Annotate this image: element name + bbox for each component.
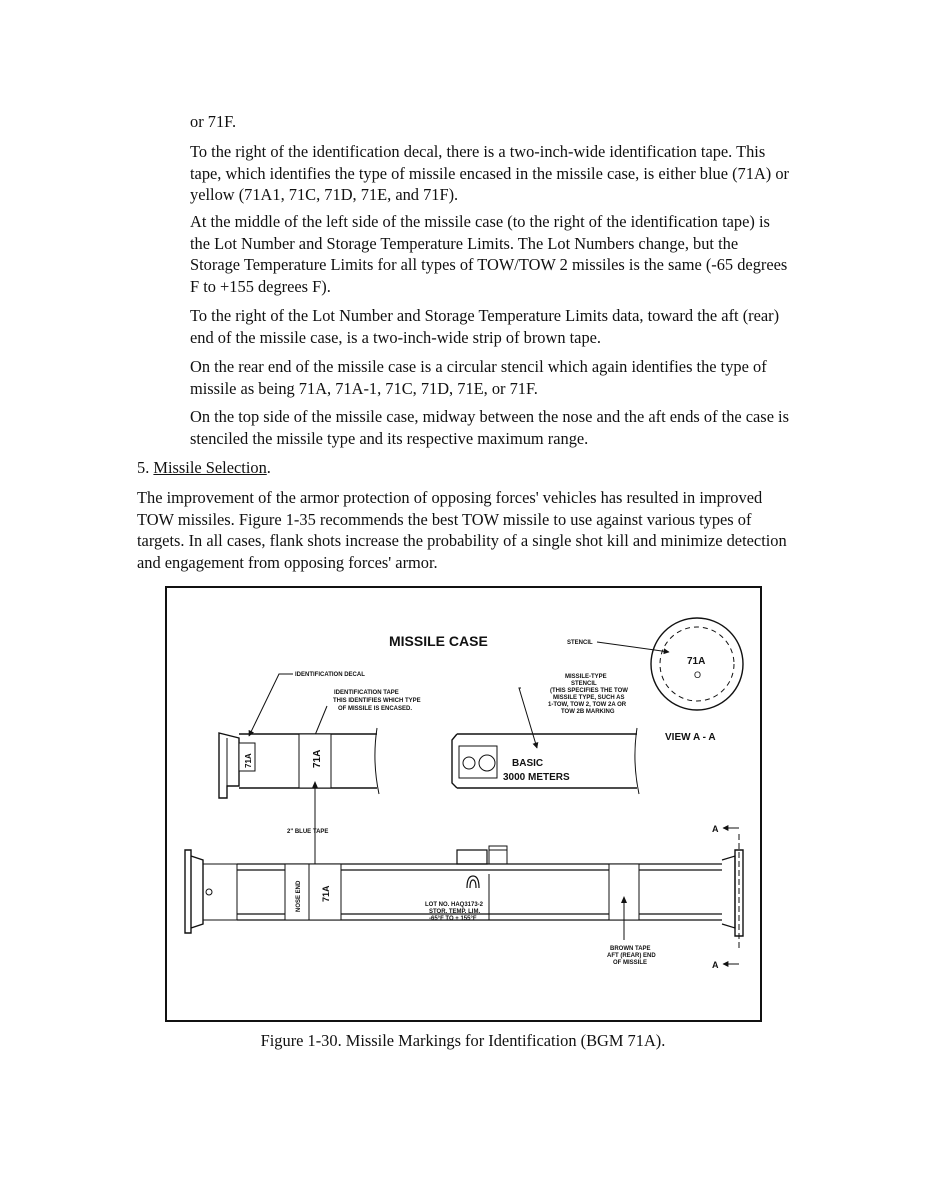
view-label: VIEW A - A <box>665 732 716 743</box>
type-stencil-2: STENCIL <box>571 681 597 687</box>
id-tape-label-3: OF MISSILE IS ENCASED. <box>338 706 413 712</box>
paragraph-missile-selection: The improvement of the armor protection of opposing forces' vehicles has resulted in improved TOW missiles. Figure 1-35 recommends the best TOW missile to use against various types of targets. In all cases, flank shots increase the probability of a single shot kill and minimize detection and engagement from opposing forces' armor. <box>137 488 787 572</box>
nose-end-label: NOSE END <box>296 880 302 912</box>
stencil-leader <box>597 642 669 652</box>
figure-caption: Figure 1-30. Missile Markings for Identification (BGM 71A). <box>260 1031 666 1050</box>
id-tape-label-1: IDENTIFICATION TAPE <box>334 690 399 696</box>
paragraph-top-stencil: On the top side of the missile case, midway between the nose and the aft ends of the case is stenciled the missile type and its respective maximum range. <box>190 407 789 448</box>
type-stencil-6: TOW 2B MARKING <box>561 709 615 715</box>
circle-stencil-text: 71A <box>687 656 706 667</box>
handle-fitting <box>459 746 497 778</box>
lot-line-3: -65°F TO + 155°F <box>429 916 477 922</box>
nose-flange <box>185 850 191 933</box>
case-tape-text: 71A <box>321 885 331 902</box>
figure-missile-case <box>165 586 762 1022</box>
circle-stencil-mark: O <box>694 670 702 680</box>
lot-line-2: STOR. TEMP. LIM. <box>429 909 481 915</box>
paragraph-identification-tape: To the right of the identification decal, there is a two-inch-wide identification tape. This tape, which identifies the type of missile encased in the missile case, is either blue (71A) or yellow (71A1, 71C, 71D, 71E, and 71F). <box>190 142 789 204</box>
missile-diagram <box>167 588 760 1020</box>
section-a-top: A <box>712 824 719 834</box>
id-decal-label: IDENTIFICATION DECAL <box>295 672 365 678</box>
blue-tape-label: 2" BLUE TAPE <box>287 829 329 835</box>
type-stencil-5: 1-TOW, TOW 2, TOW 2A OR <box>548 702 627 708</box>
stencil-label: STENCIL <box>567 640 593 646</box>
lot-line-1: LOT NO. HAQ3173-2 <box>425 902 484 908</box>
type-stencil-3: (THIS SPECIFIES THE TOW <box>550 688 628 694</box>
decal-text: 71A <box>244 753 253 768</box>
top-handle-block <box>457 850 487 864</box>
tape-text: 71A <box>312 749 323 768</box>
brown-tape-label-2: AFT (REAR) END <box>607 953 656 959</box>
section-heading <box>137 457 787 479</box>
id-tape-label-2: THIS IDENTIFIES WHICH TYPE <box>333 698 421 704</box>
front-break-line <box>375 728 379 794</box>
nose-cap <box>191 856 203 928</box>
nose-screw <box>206 889 212 895</box>
section-number: 5. <box>137 458 150 477</box>
paragraph-brown-tape: To the right of the Lot Number and Storage Temperature Limits data, toward the aft (rear) end of the missile case, is a two-inch-wide strip of brown tape. <box>190 306 780 347</box>
middle-break-line <box>635 728 639 794</box>
section-title: Missile Selection <box>153 458 267 477</box>
aft-collar <box>722 856 735 928</box>
brown-tape-label-3: OF MISSILE <box>613 960 648 966</box>
type-stencil-1: MISSILE-TYPE <box>565 674 607 680</box>
section-a-bottom: A <box>712 960 719 970</box>
lot-clip-icon <box>467 876 479 888</box>
basic-text: BASIC <box>512 758 544 769</box>
type-stencil-4: MISSILE TYPE, SUCH AS <box>553 695 625 701</box>
range-text: 3000 METERS <box>503 772 570 783</box>
id-decal-leader <box>249 674 293 736</box>
figure-title: MISSILE CASE <box>389 633 488 649</box>
section-period: . <box>266 458 271 477</box>
paragraph-circular-stencil: On the rear end of the missile case is a circular stencil which again identifies the type of missile as being 71A, 71A-1, 71C, 71D, 71E, or 71F. <box>190 357 767 398</box>
top-handle-clip <box>489 846 507 864</box>
brown-tape-label-1: BROWN TAPE <box>610 946 651 952</box>
type-stencil-leader <box>519 688 537 748</box>
paragraph-lot-number: At the middle of the left side of the missile case (to the right of the identification tape) is the Lot Number and Storage Temperature Limits. The Lot Numbers change, but the Storage Temperature Limits for all types of TOW/TOW 2 missiles is the same (-65 degrees F to +155 degrees F). <box>190 212 788 296</box>
paragraph-fragment: or 71F. <box>190 112 237 131</box>
nose-collar <box>203 864 237 920</box>
front-case-end <box>219 733 239 798</box>
